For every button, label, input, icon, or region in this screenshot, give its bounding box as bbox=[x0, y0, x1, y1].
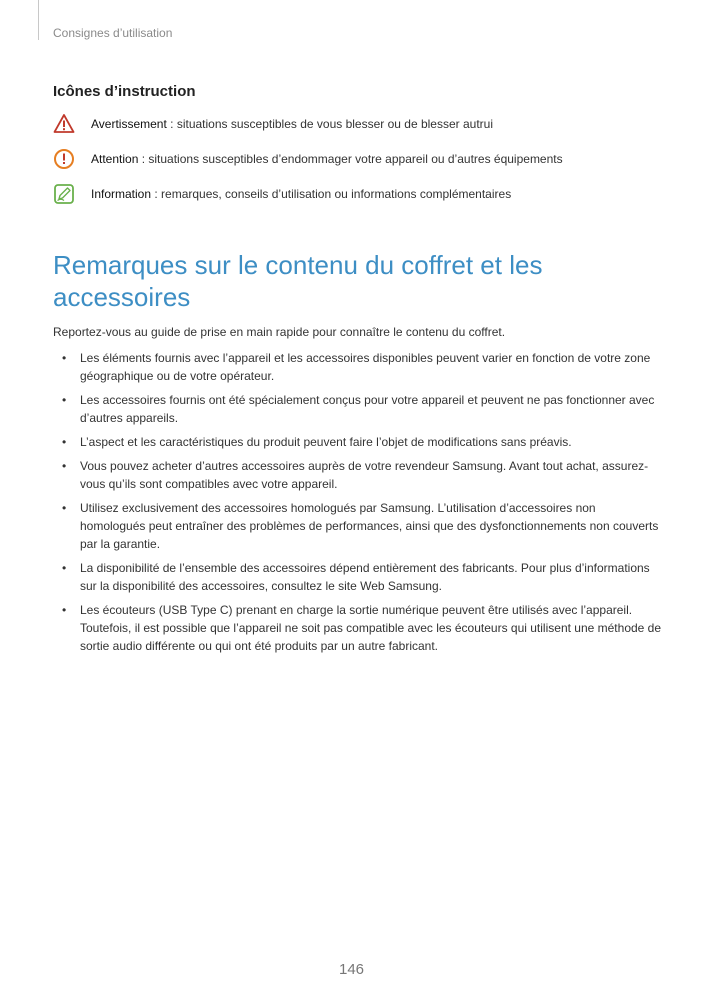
instruction-desc: : situations susceptibles d’endommager votre appareil ou d’autres équipements bbox=[138, 152, 563, 166]
section-intro: Reportez-vous au guide de prise en main rapide pour connaître le contenu du coffret. bbox=[53, 325, 506, 339]
instruction-term: Avertissement bbox=[91, 117, 167, 131]
list-item: • Vous pouvez acheter d’autres accessoires auprès de votre revendeur Samsung. Avant tout achat, assurez-vous qu’ils sont compatibles avec votre appareil. bbox=[53, 457, 663, 493]
list-item: • Les accessoires fournis ont été spécialement conçus pour votre appareil et peuvent ne pas fonctionner avec d’autres appareils. bbox=[53, 391, 663, 427]
instruction-term: Attention bbox=[91, 152, 139, 166]
note-pencil-icon bbox=[53, 183, 75, 205]
page-number: 146 bbox=[338, 961, 365, 978]
section-title: Remarques sur le contenu du coffret et les accessoires bbox=[53, 250, 543, 312]
instruction-term: Information bbox=[91, 187, 152, 201]
instruction-row-caution bbox=[53, 148, 563, 170]
list-item: • L’aspect et les caractéristiques du produit peuvent faire l’objet de modifications sans préavis. bbox=[53, 433, 663, 451]
instruction-row-warning bbox=[53, 113, 493, 135]
instruction-text-warning bbox=[91, 117, 493, 131]
instruction-text-caution bbox=[91, 152, 563, 166]
instruction-row-information bbox=[53, 183, 511, 205]
instruction-text-information bbox=[91, 187, 511, 201]
section-header: Consignes d’utilisation bbox=[53, 26, 173, 40]
instruction-icons-title: Icônes d’instruction bbox=[53, 83, 196, 100]
warning-triangle-icon bbox=[53, 113, 75, 135]
instruction-desc: : situations susceptibles de vous blesser ou de blesser autrui bbox=[166, 117, 493, 131]
instruction-desc: : remarques, conseils d’utilisation ou informations complémentaires bbox=[151, 187, 512, 201]
list-item: • Les écouteurs (USB Type C) prenant en charge la sortie numérique peuvent être utilisés avec l’appareil. Toutefois, il est possible que l’appareil ne soit pas compatible avec les écouteurs qui utilisent une méthode de sortie audio différente ou qui ont été produits par un autre fabricant. bbox=[53, 601, 663, 655]
caution-circle-icon bbox=[53, 148, 75, 170]
list-item: • Les éléments fournis avec l’appareil et les accessoires disponibles peuvent varier en fonction de votre zone géographique ou de votre opérateur. bbox=[53, 349, 663, 385]
header-side-rule bbox=[38, 0, 39, 40]
accessories-bullet-list bbox=[53, 349, 663, 661]
list-item: • Utilisez exclusivement des accessoires homologués par Samsung. L’utilisation d’accessoires non homologués peut entraîner des problèmes de performances, ainsi que des dysfonctionnements non couverts par la garantie. bbox=[53, 499, 663, 553]
list-item: • La disponibilité de l’ensemble des accessoires dépend entièrement des fabricants. Pour plus d’informations sur la disponibilité des accessoires, consultez le site Web Samsung. bbox=[53, 559, 663, 595]
